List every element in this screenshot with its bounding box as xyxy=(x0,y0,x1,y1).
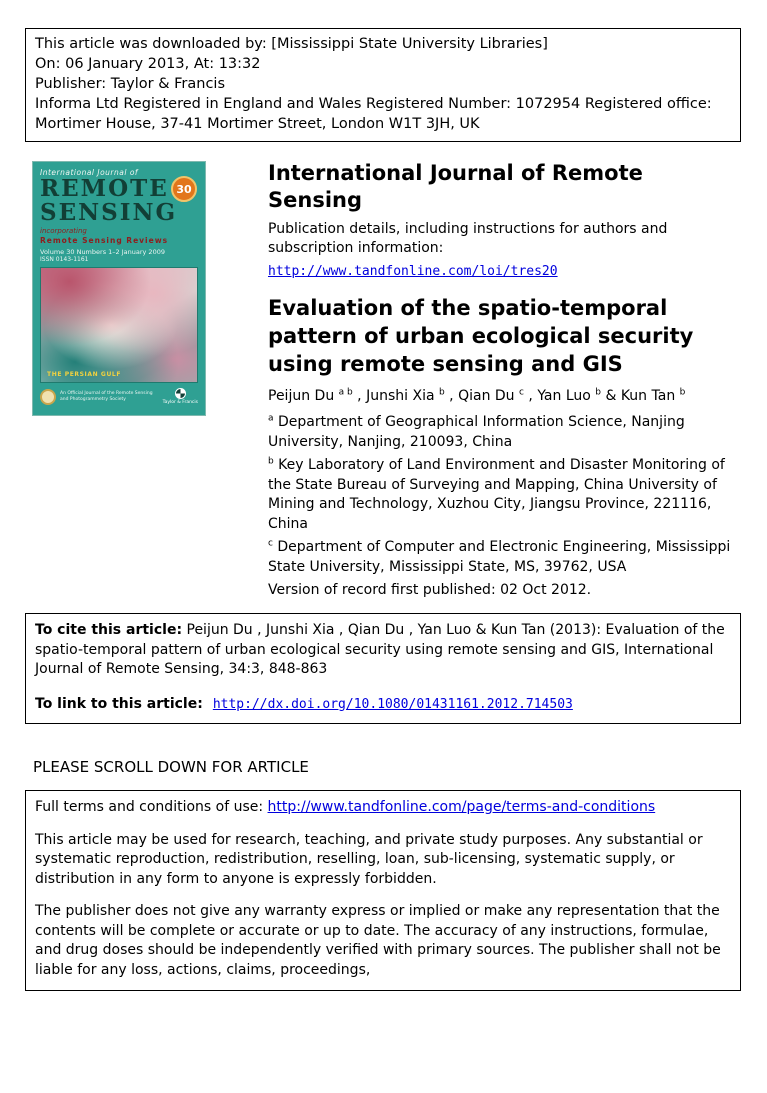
cover-title-line1: REMOTE xyxy=(40,175,169,202)
download-date-line: On: 06 January 2013, At: 13:32 xyxy=(35,56,261,72)
full-terms-label: Full terms and conditions of use: xyxy=(35,799,268,815)
cite-label: To cite this article: xyxy=(35,622,183,638)
author-affiliation-marker: b xyxy=(439,387,445,398)
cover-masthead: International Journal of xyxy=(40,168,139,177)
cover-title-line2: SENSING xyxy=(40,199,178,226)
affiliations-list xyxy=(268,413,741,577)
cover-satellite-image xyxy=(40,267,198,383)
authors-line: Peijun Du $^{a b}$ , Junshi Xia $^b$ , Qian Du $^c$ , Yan Luo $^b$ & Kun Tan $^b$ xyxy=(268,387,686,404)
downloaded-by-line: This article was downloaded by: [Mississippi State University Libraries] xyxy=(35,36,548,52)
cite-paragraph xyxy=(35,621,731,680)
citation-box xyxy=(25,613,741,724)
journal-cover xyxy=(33,162,205,415)
affiliation-marker: a xyxy=(268,413,274,424)
cite-text: Peijun Du , Junshi Xia , Qian Du , Yan Luo & Kun Tan (2013): Evaluation of the spatio-temporal pattern of urban ecological security using remote sensing and GIS, International Journal of Remote Sensing, 34:3, 848-863 xyxy=(35,622,725,677)
cover-volume-line: Volume 30 Numbers 1–2 January 2009 xyxy=(40,248,165,256)
version-of-record-note: Version of record first published: 02 Oct 2012. xyxy=(268,582,592,598)
cover-image-caption: THE PERSIAN GULF xyxy=(47,371,122,378)
cover-incorporating: incorporating xyxy=(40,227,87,235)
cover-reviews-title: Remote Sensing Reviews xyxy=(40,236,169,245)
publication-details: Publication details, including instructions for authors and subscription information: xyxy=(268,221,668,256)
cover-issn-line: ISSN 0143-1161 xyxy=(40,256,89,263)
author-affiliation-marker: a b xyxy=(338,387,353,398)
anniversary-badge: 30 xyxy=(171,176,197,202)
article-title: Evaluation of the spatio-temporal pattern of urban ecological security using remote sensing and GIS xyxy=(268,296,694,376)
affiliation: $^b$ Key Laboratory of Land Environment and Disaster Monitoring of the State Bureau of Surveying and Mapping, China University of Mining and Technology, Xuzhou City, Jiangsu Province, 221116, China xyxy=(268,456,725,532)
doi-link-label: To link to this article: xyxy=(35,695,203,712)
terms-paragraph-1: This article may be used for research, teaching, and private study purposes. Any substantial or systematic reproduction, redistribution, reselling, loan, sub-licensing, systematic supply, or distribution in any form to anyone is expressly forbidden. xyxy=(35,831,703,887)
terms-paragraph-2: The publisher does not give any warranty express or implied or make any representation that the contents will be complete or accurate or up to date. The accuracy of any instructions, formulae, and drug doses should be independently verified with primary sources. The publisher shall not be liable for any loss, actions, claims, proceedings, xyxy=(35,903,721,978)
society-logo xyxy=(40,389,56,405)
terms-link[interactable]: http://www.tandfonline.com/page/terms-and-conditions xyxy=(267,799,656,815)
terms-box xyxy=(25,790,741,991)
affiliation-marker: c xyxy=(268,538,273,549)
journal-title: International Journal of Remote Sensing xyxy=(268,161,643,212)
doi-link[interactable]: http://dx.doi.org/10.1080/01431161.2012.714503 xyxy=(212,696,573,712)
affiliation-marker: b xyxy=(268,456,274,467)
journal-info-column xyxy=(268,160,741,600)
author-affiliation-marker: b xyxy=(595,387,601,398)
publisher-line: Publisher: Taylor & Francis xyxy=(35,76,225,92)
taylor-francis-logo xyxy=(163,388,198,405)
author-affiliation-marker: b xyxy=(679,387,686,398)
doi-link-line xyxy=(35,695,731,715)
cover-footer xyxy=(40,388,198,405)
affiliation: $^a$ Department of Geographical Information Science, Nanjing University, Nanjing, 210093, China xyxy=(268,413,685,450)
scroll-down-notice: PLEASE SCROLL DOWN FOR ARTICLE xyxy=(33,758,309,776)
download-notice-box xyxy=(25,28,741,142)
taylor-francis-logo-icon xyxy=(175,388,186,399)
full-terms-line xyxy=(35,798,731,818)
registration-line: Informa Ltd Registered in England and Wales Registered Number: 1072954 Registered office: Mortimer House, 37-41 Mortimer Street, London W1T 3JH, UK xyxy=(35,96,712,132)
cover-footer-text: An Official Journal of the Remote Sensing and Photogrammetry Society xyxy=(60,391,153,402)
journal-url-link[interactable]: http://www.tandfonline.com/loi/tres20 xyxy=(268,264,558,279)
taylor-francis-logo-text: Taylor & Francis xyxy=(162,400,198,405)
affiliation: $^c$ Department of Computer and Electronic Engineering, Mississippi State University, Mississippi State, MS, 39762, USA xyxy=(268,538,731,575)
author-affiliation-marker: c xyxy=(519,387,524,398)
